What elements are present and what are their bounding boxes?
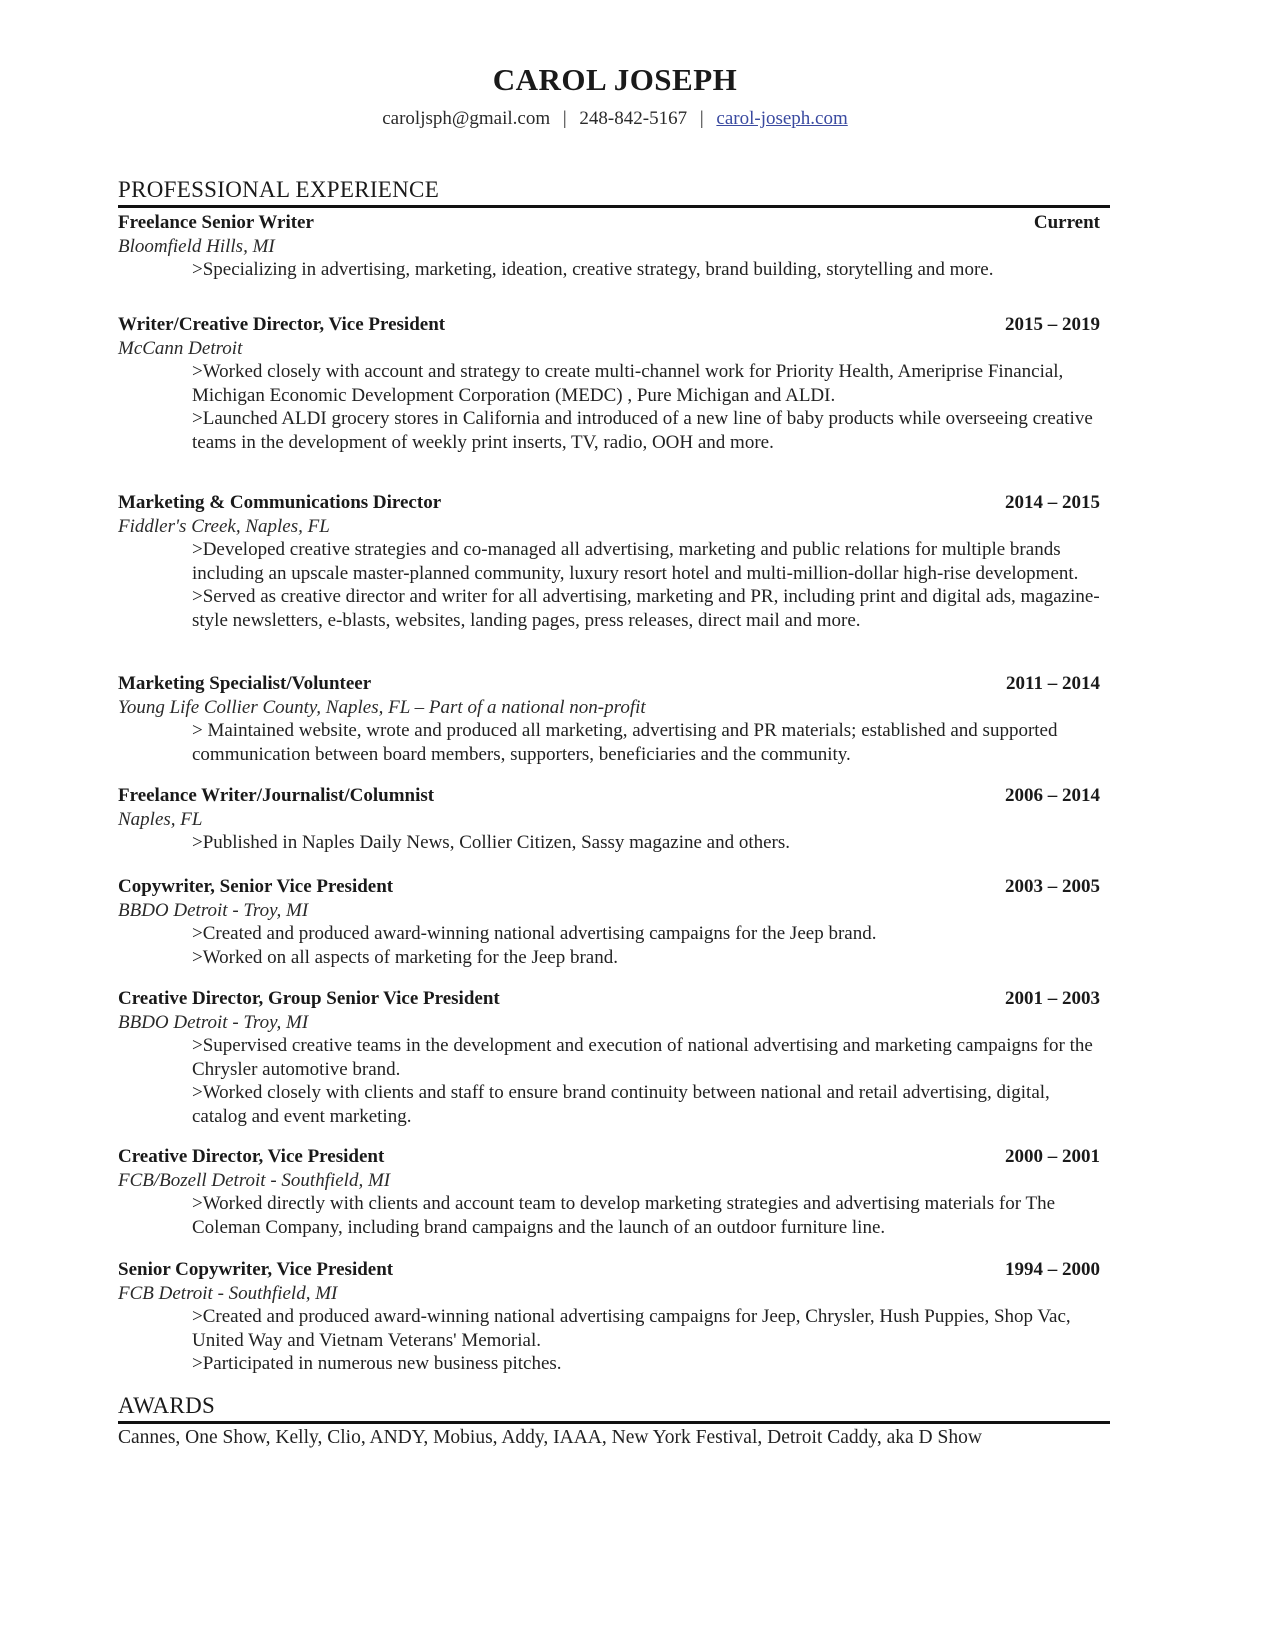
- phone[interactable]: 248-842-5167: [579, 108, 688, 129]
- section-heading-experience: PROFESSIONAL EXPERIENCE: [118, 176, 1110, 208]
- job-dates: 2014 – 2015: [1005, 492, 1100, 513]
- job-bullet: > Maintained website, wrote and produced all marketing, advertising and PR materials; established and supported communication between board members, supporters, beneficiaries and the community.: [192, 720, 1058, 765]
- job-entry: [118, 211, 1100, 282]
- website-link[interactable]: carol-joseph.com: [716, 108, 848, 129]
- job-location: FCB Detroit - Southfield, MI: [118, 1283, 338, 1304]
- separator: |: [562, 108, 567, 129]
- job-bullet: >Worked directly with clients and account team to develop marketing strategies and advertising materials for The Coleman Company, including brand campaigns and the launch of an outdoor furniture line.: [192, 1193, 1056, 1238]
- job-entry: [118, 987, 1100, 1128]
- job-bullet: >Launched ALDI grocery stores in California and introduced of a new line of baby products while overseeing creative teams in the development of weekly print inserts, TV, radio, OOH and more.: [192, 408, 1093, 453]
- job-header: [118, 672, 1100, 696]
- separator: |: [699, 108, 704, 129]
- job-bullet: >Developed creative strategies and co-managed all advertising, marketing and public relations for multiple brands including an upscale master-planned community, luxury resort hotel and multi-million-dollar high-rise development.: [192, 539, 1079, 584]
- job-location: Fiddler's Creek, Naples, FL: [118, 516, 330, 537]
- job-title: Creative Director, Group Senior Vice President: [118, 988, 500, 1009]
- job-entry: [118, 313, 1100, 454]
- job-title: Freelance Writer/Journalist/Columnist: [118, 785, 435, 806]
- job-dates: 2006 – 2014: [1005, 785, 1100, 806]
- job-dates: 2011 – 2014: [1006, 673, 1100, 694]
- job-bullet: >Worked on all aspects of marketing for the Jeep brand.: [192, 946, 618, 968]
- job-bullet: >Created and produced award-winning national advertising campaigns for the Jeep brand.: [192, 923, 877, 944]
- email[interactable]: caroljsph@gmail.com: [382, 108, 551, 129]
- job-entry: [118, 672, 1100, 766]
- job-dates: 2015 – 2019: [1005, 314, 1100, 335]
- job-entry: [118, 784, 1100, 855]
- job-bullet: >Supervised creative teams in the development and execution of national advertising and marketing campaigns for the Chrysler automotive brand.: [192, 1035, 1093, 1080]
- job-entry: [118, 491, 1100, 632]
- job-location: Young Life Collier County, Naples, FL – Part of a national non-profit: [118, 697, 646, 718]
- contact-line: [0, 108, 1230, 130]
- job-location: McCann Detroit: [118, 338, 243, 359]
- job-bullet: >Published in Naples Daily News, Collier Citizen, Sassy magazine and others.: [192, 832, 791, 853]
- job-header: [118, 1145, 1100, 1169]
- job-title: Copywriter, Senior Vice President: [118, 876, 394, 897]
- job-location: Bloomfield Hills, MI: [118, 236, 275, 257]
- awards-list: Cannes, One Show, Kelly, Clio, ANDY, Mobius, Addy, IAAA, New York Festival, Detroit Caddy, aka D Show: [118, 1427, 982, 1448]
- candidate-name: CAROL JOSEPH: [492, 62, 738, 97]
- job-header: [118, 211, 1100, 235]
- job-location: BBDO Detroit - Troy, MI: [118, 900, 309, 921]
- job-title: Marketing Specialist/Volunteer: [118, 673, 372, 694]
- job-bullet: >Worked closely with account and strategy to create multi-channel work for Priority Health, Ameriprise Financial, Michigan Economic Development Corporation (MEDC) , Pure Michigan and ALDI.: [192, 361, 1064, 406]
- job-title: Marketing & Communications Director: [118, 492, 442, 513]
- job-header: [118, 875, 1100, 899]
- job-entry: [118, 1145, 1100, 1239]
- job-header: [118, 784, 1100, 808]
- job-dates: 2001 – 2003: [1005, 988, 1100, 1009]
- section-heading-awards: AWARDS: [118, 1392, 1110, 1424]
- job-title: Writer/Creative Director, Vice President: [118, 314, 446, 335]
- job-header: [118, 987, 1100, 1011]
- job-bullet: >Participated in numerous new business pitches.: [192, 1353, 562, 1374]
- job-title: Creative Director, Vice President: [118, 1146, 385, 1167]
- job-header: [118, 1258, 1100, 1282]
- job-dates: 2000 – 2001: [1005, 1146, 1100, 1167]
- job-entry: [118, 1258, 1100, 1376]
- job-entry: [118, 875, 1100, 969]
- job-location: BBDO Detroit - Troy, MI: [118, 1012, 309, 1033]
- job-header: [118, 313, 1100, 337]
- job-dates: 2003 – 2005: [1005, 876, 1100, 897]
- job-bullet: >Served as creative director and writer for all advertising, marketing and PR, including print and digital ads, magazine-style newsletters, e-blasts, websites, landing pages, press releases, direct mail and more.: [192, 586, 1100, 631]
- job-bullet: >Created and produced award-winning national advertising campaigns for Jeep, Chrysler, Hush Puppies, Shop Vac, United Way and Vietnam Veterans' Memorial.: [192, 1306, 1071, 1351]
- job-bullet: >Worked closely with clients and staff to ensure brand continuity between national and retail advertising, digital, catalog and event marketing.: [192, 1082, 1050, 1127]
- job-dates: 1994 – 2000: [1005, 1259, 1100, 1280]
- job-location: Naples, FL: [118, 809, 203, 830]
- job-location: FCB/Bozell Detroit - Southfield, MI: [118, 1170, 391, 1191]
- job-bullet: >Specializing in advertising, marketing, ideation, creative strategy, brand building, storytelling and more.: [192, 259, 994, 280]
- job-title: Senior Copywriter, Vice President: [118, 1259, 394, 1280]
- job-title: Freelance Senior Writer: [118, 212, 314, 233]
- job-dates: Current: [1033, 212, 1100, 233]
- job-header: [118, 491, 1100, 515]
